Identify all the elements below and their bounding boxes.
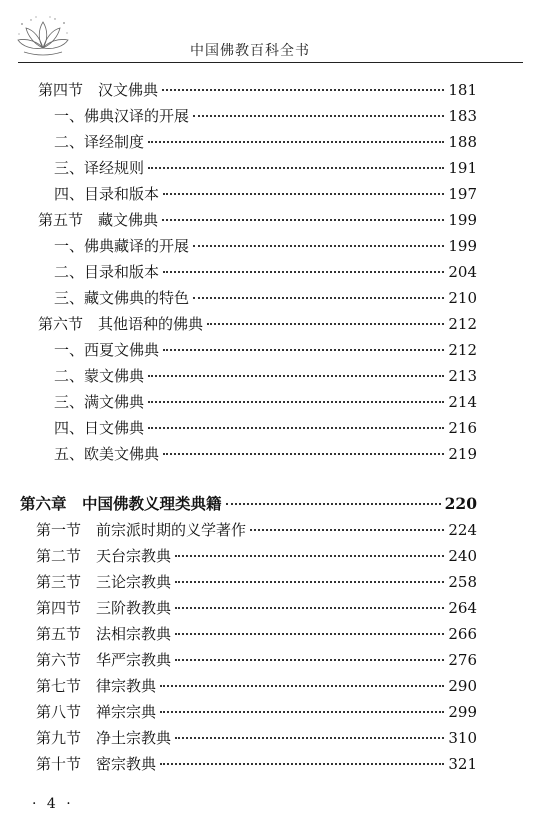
dot-leader (162, 219, 444, 221)
dot-leader (163, 349, 444, 351)
running-title: 中国佛教百科全书 (190, 43, 310, 59)
toc-entry-page: 321 (448, 755, 477, 773)
header-rule (18, 62, 523, 63)
toc-entry-page: 214 (448, 393, 477, 411)
dot-leader (175, 555, 444, 557)
dot-leader (148, 401, 444, 403)
toc-entry-page: 290 (448, 677, 477, 695)
toc-entry-title: 一、佛典藏译的开展 (54, 237, 190, 255)
dot-leader (175, 659, 444, 661)
toc-entry-page: 210 (448, 289, 477, 307)
toc-section-entry (36, 572, 477, 592)
toc-section-entry (38, 210, 477, 230)
toc-entry-page: 240 (448, 547, 477, 565)
page-number: · 4 · (32, 796, 74, 812)
toc-entry-title: 第九节 净土宗教典 (36, 729, 172, 747)
dot-leader (226, 503, 441, 505)
toc-entry-page: 204 (448, 263, 477, 281)
dot-leader (193, 297, 444, 299)
page-header (0, 0, 558, 70)
toc-section-entry (36, 520, 477, 540)
toc-entry-page: 188 (448, 133, 477, 151)
dot-leader (148, 167, 444, 169)
dot-leader (148, 375, 444, 377)
toc-entry-page: 212 (448, 341, 477, 359)
toc-section-entry (36, 676, 477, 696)
dot-leader (175, 607, 444, 609)
toc-entry-title: 第六节 其他语种的佛典 (38, 315, 204, 333)
toc-entry-title: 第五节 法相宗教典 (36, 625, 172, 643)
toc-entry-title: 第四节 三阶教教典 (36, 599, 172, 617)
toc-entry-title: 第六节 华严宗教典 (36, 651, 172, 669)
toc-section-entry (36, 598, 477, 618)
toc-entry-title: 二、蒙文佛典 (54, 367, 145, 385)
toc-item-entry (54, 158, 477, 178)
toc-entry-page: 266 (448, 625, 477, 643)
dot-leader (207, 323, 444, 325)
toc-item-entry (54, 262, 477, 282)
toc-entry-page: 216 (448, 419, 477, 437)
toc-entry-page: 183 (448, 107, 477, 125)
dot-leader (148, 427, 444, 429)
toc-item-entry (54, 340, 477, 360)
toc-chapter-entry (20, 494, 477, 514)
dot-leader (163, 271, 444, 273)
toc-entry-page: 299 (448, 703, 477, 721)
toc-entry-title: 四、目录和版本 (54, 185, 160, 203)
toc-entry-title: 一、西夏文佛典 (54, 341, 160, 359)
toc-item-entry (54, 184, 477, 204)
toc-entry-title: 第一节 前宗派时期的义学著作 (36, 521, 247, 539)
toc-entry-page: 197 (448, 185, 477, 203)
toc-item-entry (54, 132, 477, 152)
dot-leader (160, 711, 444, 713)
toc-entry-page: 224 (448, 521, 477, 539)
toc-entry-page: 276 (448, 651, 477, 669)
toc-section-entry (36, 650, 477, 670)
toc-entry-title: 第七节 律宗教典 (36, 677, 157, 695)
toc-section-entry (38, 80, 477, 100)
toc-entry-title: 第八节 禅宗宗典 (36, 703, 157, 721)
dot-leader (160, 763, 444, 765)
toc-item-entry (54, 288, 477, 308)
toc-entry-title: 第二节 天台宗教典 (36, 547, 172, 565)
toc-section-entry (36, 546, 477, 566)
dot-leader (162, 89, 444, 91)
dot-leader (148, 141, 444, 143)
toc-entry-title: 一、佛典汉译的开展 (54, 107, 190, 125)
toc-entry-page: 310 (448, 729, 477, 747)
toc-entry-page: 220 (444, 494, 477, 513)
dot-leader (175, 581, 444, 583)
toc-section-entry (36, 624, 477, 644)
toc-section-entry (36, 728, 477, 748)
toc-entry-title: 第三节 三论宗教典 (36, 573, 172, 591)
toc-entry-title: 三、藏文佛典的特色 (54, 289, 190, 307)
dot-leader (175, 737, 444, 739)
toc-entry-title: 第十节 密宗教典 (36, 755, 157, 773)
toc-entry-page: 264 (448, 599, 477, 617)
toc-entry-title: 第五节 藏文佛典 (38, 211, 159, 229)
toc-entry-title: 三、译经规则 (54, 159, 145, 177)
dot-leader (175, 633, 444, 635)
toc-entry-title: 第四节 汉文佛典 (38, 81, 159, 99)
toc-entry-page: 199 (448, 211, 477, 229)
toc-entry-page: 212 (448, 315, 477, 333)
toc-section-entry (36, 754, 477, 774)
toc-section-entry (38, 314, 477, 334)
toc-entry-title: 五、欧美文佛典 (54, 445, 160, 463)
toc-item-entry (54, 392, 477, 412)
dot-leader (160, 685, 444, 687)
toc-entry-page: 219 (448, 445, 477, 463)
lotus-logo-icon (14, 14, 72, 58)
toc-entry-title: 四、日文佛典 (54, 419, 145, 437)
toc-entry-title: 三、满文佛典 (54, 393, 145, 411)
toc-entry-title: 第六章 中国佛教义理类典籍 (20, 494, 222, 513)
toc-entry-title: 二、目录和版本 (54, 263, 160, 281)
toc-item-entry (54, 418, 477, 438)
dot-leader (163, 193, 444, 195)
toc-item-entry (54, 236, 477, 256)
toc-item-entry (54, 444, 477, 464)
toc-item-entry (54, 366, 477, 386)
toc-entry-page: 191 (448, 159, 477, 177)
dot-leader (193, 115, 444, 117)
dot-leader (250, 529, 444, 531)
toc-section-entry (36, 702, 477, 722)
dot-leader (163, 453, 444, 455)
toc-entry-page: 213 (448, 367, 477, 385)
toc-entry-page: 181 (448, 81, 477, 99)
toc-entry-page: 258 (448, 573, 477, 591)
toc-entry-title: 二、译经制度 (54, 133, 145, 151)
dot-leader (193, 245, 444, 247)
toc-entry-page: 199 (448, 237, 477, 255)
toc-item-entry (54, 106, 477, 126)
